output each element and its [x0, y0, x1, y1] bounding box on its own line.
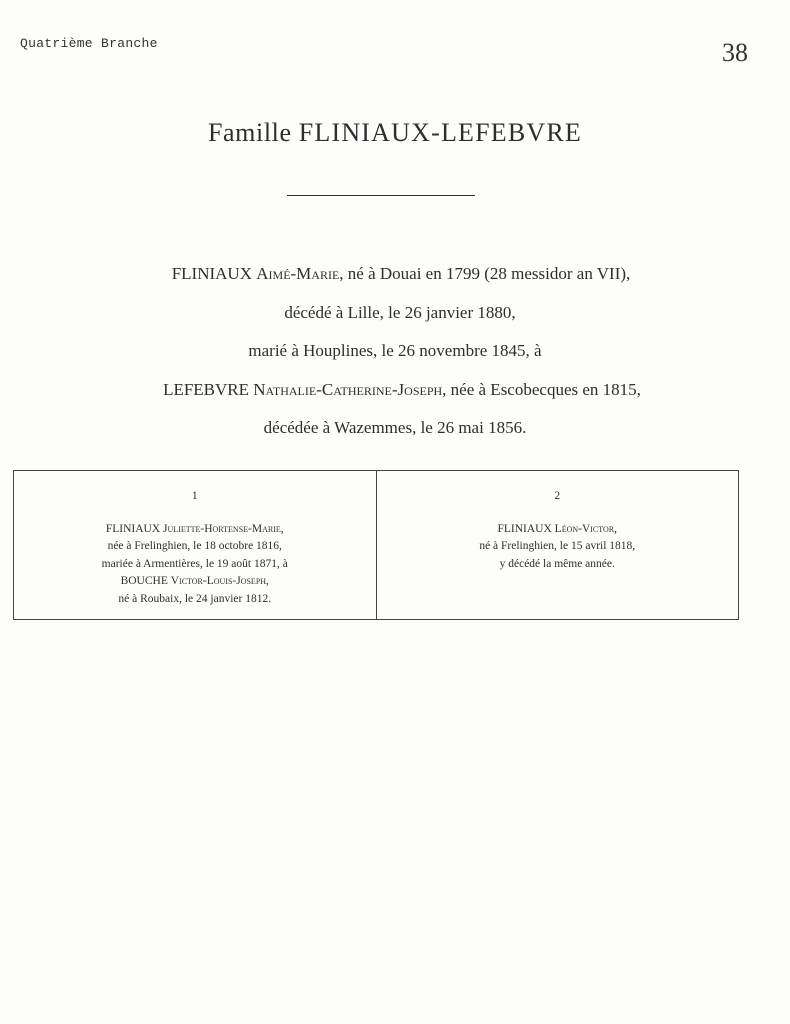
child-punct: ,: [614, 522, 618, 535]
child-line: mariée à Armentières, le 19 août 1871, à: [101, 557, 288, 570]
running-head: Quatrième Branche: [20, 36, 158, 51]
main-entry-line-5: décédée à Wazemmes, le 26 mai 1856.: [263, 418, 527, 437]
spouse-surname: BOUCHE: [120, 575, 168, 587]
children-table: [13, 470, 739, 620]
main-husband-surname: FLINIAUX: [171, 264, 252, 283]
main-husband-given-names: Aimé-Marie: [256, 264, 340, 283]
child-surname: FLINIAUX: [105, 522, 161, 535]
child-punct: ,: [280, 522, 284, 535]
child-cell-1: [14, 471, 376, 619]
main-entry-line-4: [0, 371, 790, 410]
main-wife-given-names: Nathalie-Catherine-Joseph: [253, 379, 443, 399]
family-title-prefix: Famille: [207, 118, 292, 147]
child-line: [14, 521, 376, 539]
child-line: née à Frelinghien, le 18 octobre 1816,: [107, 540, 282, 552]
main-entry-line-2: décédé à Lille, le 26 janvier 1880,: [284, 302, 516, 322]
child-surname: FLINIAUX: [497, 522, 552, 535]
child-line: y décédé la même année.: [499, 557, 615, 570]
child-number: 1: [191, 490, 198, 502]
child-number: 2: [554, 490, 561, 502]
main-husband-birth: , né à Douai en 1799 (28 messidor an VII),: [339, 264, 631, 283]
child-given-names: Juliette-Hortense-Marie: [163, 522, 281, 535]
spouse-given-names: Victor-Louis-Joseph: [170, 575, 267, 587]
child-line: [377, 521, 739, 539]
page-number: 38: [722, 38, 748, 67]
main-entry-line-1: [0, 255, 790, 294]
child-line: [14, 573, 376, 591]
child-line: né à Roubaix, le 24 janvier 1812.: [118, 592, 272, 605]
main-entry-line-3: marié à Houplines, le 26 novembre 1845, à: [248, 341, 542, 360]
title-rule: [287, 195, 475, 196]
main-entry: [0, 255, 790, 448]
family-title: [0, 118, 790, 148]
main-wife-surname: LEFEBVRE: [163, 379, 250, 399]
spouse-punct: ,: [266, 575, 269, 587]
child-cell-2: [376, 471, 739, 619]
child-given-names: Léon-Victor: [554, 522, 615, 535]
family-title-surname: FLINIAUX-LEFEBVRE: [298, 118, 583, 147]
main-wife-birth: , née à Escobecques en 1815,: [442, 379, 641, 399]
child-line: né à Frelinghien, le 15 avril 1818,: [479, 540, 636, 552]
